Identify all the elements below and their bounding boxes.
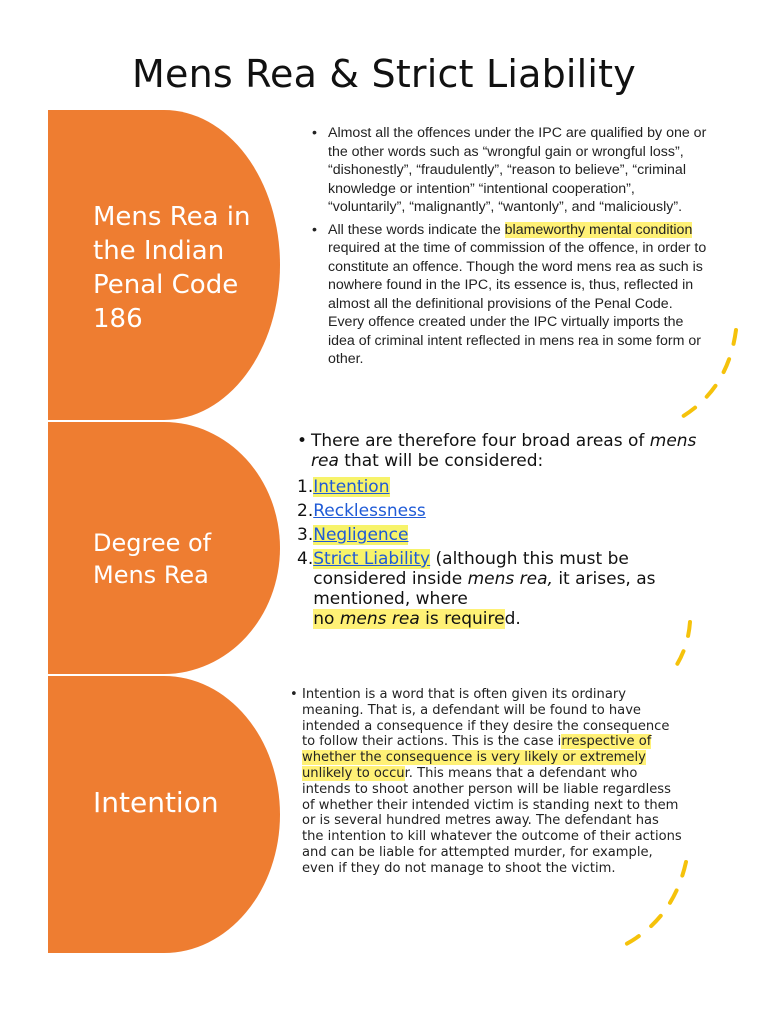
degree-item-3 xyxy=(297,525,717,545)
ipc-bullet-2 xyxy=(312,221,712,369)
item4-highlight xyxy=(313,609,504,629)
section-intention-label: Intention xyxy=(93,786,219,819)
page-title: Mens Rea & Strict Liability xyxy=(132,52,636,96)
recklessness-link[interactable]: Recklessness xyxy=(313,501,426,521)
degree-item-2 xyxy=(297,501,717,521)
section-mens-rea-ipc-tab xyxy=(48,110,280,420)
degree-lead-post: that will be considered: xyxy=(338,451,544,471)
item4-text-b: it arises, as mentioned, where xyxy=(313,569,656,609)
degree-item-1-num: 1. xyxy=(297,477,314,497)
section-mens-rea-ipc-text xyxy=(312,124,712,373)
strict-liability-link[interactable]: Strict Liability xyxy=(313,549,431,569)
negligence-link[interactable]: Negligence xyxy=(313,525,409,545)
item4-text-a: (although this must be considered inside xyxy=(313,549,629,589)
section-degree-label: Degree of Mens Rea xyxy=(93,529,212,589)
section-degree-tab xyxy=(48,422,280,674)
section-mens-rea-ipc-label: Mens Rea in the Indian Penal Code 186 xyxy=(93,202,251,334)
dashed-arc-2 xyxy=(672,622,690,672)
degree-item-2-num: 2. xyxy=(297,501,314,521)
ipc-bullet-1: • Almost all the offences under the IPC are qualified by one or the other words such as “wrongful gain or wrongful loss”, “dishonestly”, “fraudulently”, “reason to believe”, “criminal knowledge or intention” “intentional cooperation”, “voluntarily”, “malignantly”, “wantonly”, and “maliciously”. xyxy=(312,124,712,217)
ipc-bullet-2-pre: All these words indicate the xyxy=(328,221,505,238)
item4-hl-em: mens rea xyxy=(339,609,420,629)
blameworthy-highlight: blameworthy mental condition xyxy=(504,221,693,238)
ipc-bullet-2-post: required at the time of commission of the offence, in order to constitute an offence. Though the word mens rea as such is nowhere found in the IPC, its essence is, thus, reflected in almost all the definitional provisions of the Penal Code. Every offence created under the IPC virtually imports the idea of criminal intent reflected in mens rea in some form or other. xyxy=(328,240,707,367)
degree-item-1 xyxy=(297,477,717,497)
section-intention-tab xyxy=(48,676,280,953)
item4-em: mens rea, xyxy=(467,569,553,589)
item4-hl-b: is require xyxy=(419,609,505,629)
intention-text-pre: Intention is a word that is often given its ordinary meaning. That is, a defendant will be found to have intended a consequence if they desire the consequence to follow their actions. This is the case i xyxy=(302,687,670,750)
degree-item-4-num: 4. xyxy=(297,549,314,569)
intention-highlight: rrespective of whether the consequence is very likely or extremely unlikely to occu xyxy=(302,734,652,781)
degree-lead-pre: There are therefore four broad areas of xyxy=(311,431,650,451)
degree-item-3-num: 3. xyxy=(297,525,314,545)
section-degree-text xyxy=(297,431,717,629)
item4-end: d. xyxy=(504,609,521,629)
degree-item-4 xyxy=(297,549,717,629)
intention-text-post: r. This means that a defendant who intends to shoot another person will be liable regardless of whether their intended victim is standing next to them or is several hundred metres away. The defendant has the intention to kill whatever the outcome of their actions and can be liable for attempted murder, for example, even if they do not manage to shoot the victim. xyxy=(302,765,682,876)
item4-hl-a: no xyxy=(313,609,340,629)
section-intention-text xyxy=(290,687,682,877)
degree-lead-em: mens rea xyxy=(311,431,697,471)
degree-lead xyxy=(297,431,717,471)
intention-link[interactable]: Intention xyxy=(313,477,390,497)
